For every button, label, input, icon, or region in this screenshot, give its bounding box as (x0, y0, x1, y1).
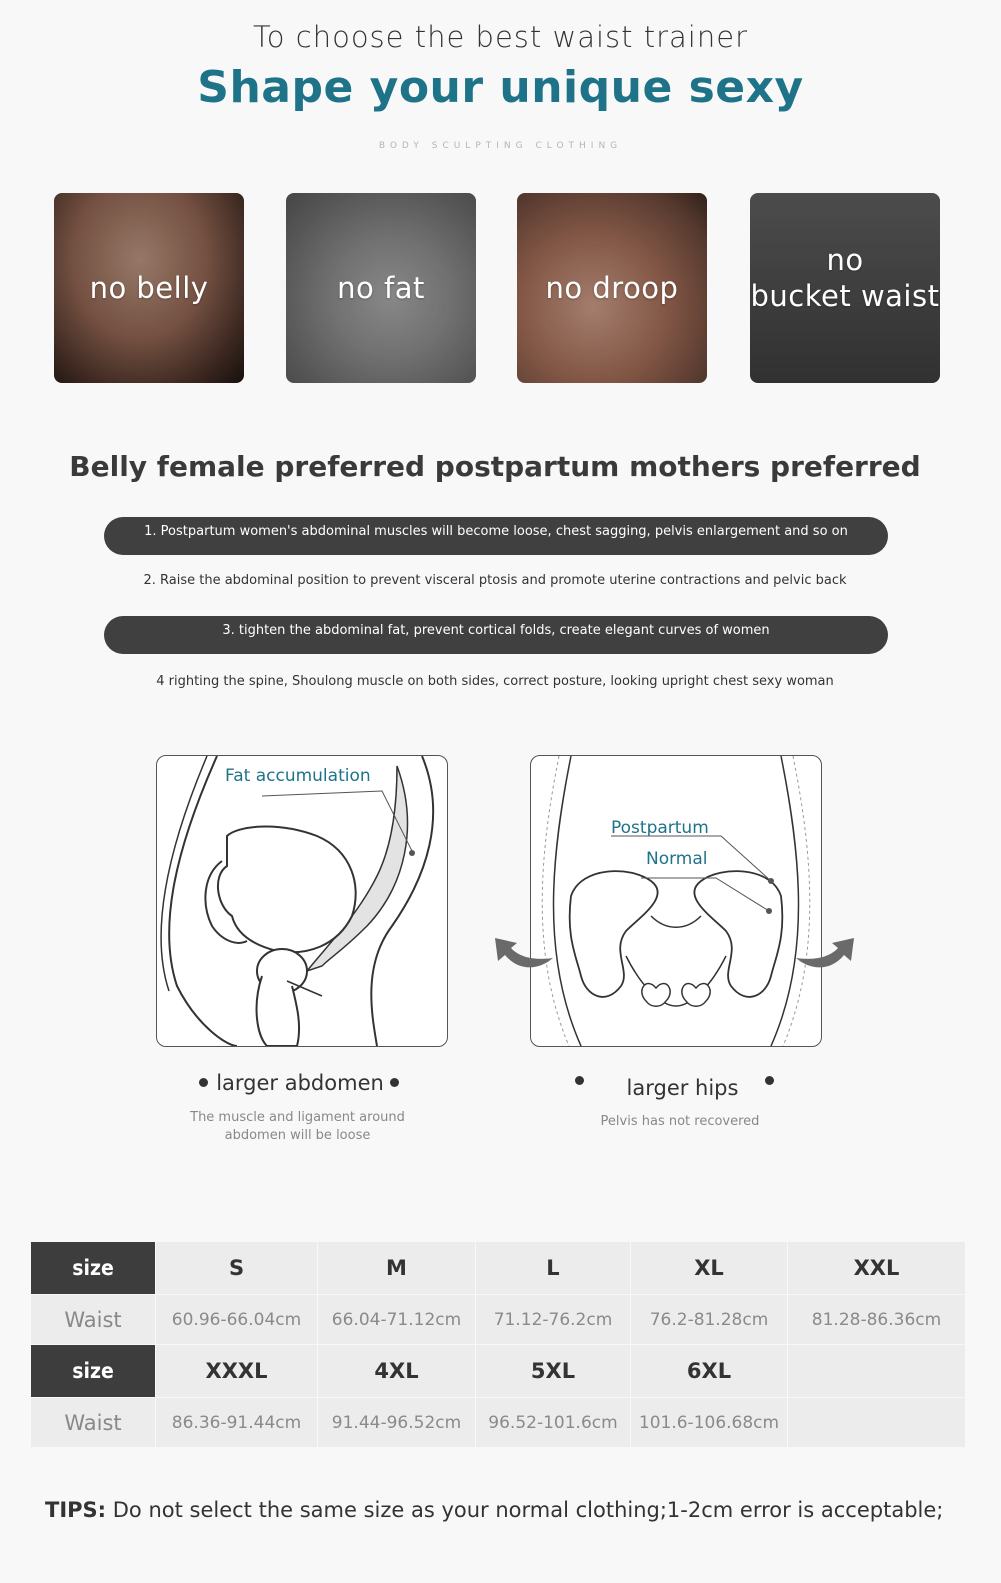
table-cell: M (318, 1242, 476, 1295)
pelvis-front-illustration (531, 756, 821, 1046)
table-row (31, 1398, 966, 1448)
table-cell: 91.44-96.52cm (318, 1398, 476, 1448)
desc-line-2: abdomen will be loose (224, 1128, 371, 1143)
table-row (31, 1242, 966, 1295)
card-no-belly (54, 193, 244, 383)
table-row (31, 1345, 966, 1398)
section-heading: Belly female preferred postpartum mothers preferred (69, 450, 921, 483)
card-label: no fat (337, 271, 425, 305)
annotation-normal: Normal (646, 849, 708, 869)
table-cell: 71.12-76.2cm (476, 1295, 631, 1345)
card-label (750, 242, 940, 314)
benefit-item-1: 1. Postpartum women's abdominal muscles will become loose, chest sagging, pelvis enlargement and so on (104, 517, 888, 555)
table-cell (788, 1345, 966, 1398)
bullet-dot (199, 1078, 208, 1087)
arrow-right-icon (794, 933, 856, 973)
table-cell: 86.36-91.44cm (156, 1398, 318, 1448)
card-label-line1: no (826, 243, 864, 277)
tips (45, 1498, 943, 1522)
card-no-droop (517, 193, 707, 383)
tips-text: Do not select the same size as your normal clothing;1-2cm error is acceptable; (112, 1498, 944, 1522)
tips-label: TIPS: (45, 1498, 107, 1522)
caption-abdomen-desc (170, 1109, 425, 1145)
sub-caption: BODY SCULPTING CLOTHING (378, 141, 623, 151)
table-cell: 6XL (631, 1345, 788, 1398)
page-title: Shape your unique sexy (197, 62, 804, 113)
table-cell: L (476, 1242, 631, 1295)
annotation-fat-accumulation: Fat accumulation (225, 766, 371, 786)
abdomen-diagram (156, 755, 448, 1047)
row-label: size (31, 1345, 156, 1398)
pelvis-side-illustration (157, 756, 447, 1046)
hips-diagram (530, 755, 822, 1047)
table-cell: 81.28-86.36cm (788, 1295, 966, 1345)
desc-line-1: The muscle and ligament around (190, 1110, 405, 1125)
pre-title: To choose the best waist trainer (253, 20, 748, 54)
row-label: Waist (31, 1295, 156, 1345)
size-table (30, 1241, 966, 1448)
table-cell: 96.52-101.6cm (476, 1398, 631, 1448)
row-label: size (31, 1242, 156, 1295)
table-cell: S (156, 1242, 318, 1295)
table-cell: XXL (788, 1242, 966, 1295)
card-label: no droop (545, 271, 679, 305)
caption-larger-abdomen: larger abdomen (216, 1071, 384, 1095)
card-label-line2: bucket waist (750, 279, 940, 313)
caption-larger-hips: larger hips (626, 1076, 739, 1100)
annotation-postpartum: Postpartum (611, 818, 709, 838)
table-cell: 76.2-81.28cm (631, 1295, 788, 1345)
caption-hips-desc: Pelvis has not recovered (600, 1114, 760, 1129)
table-cell: 4XL (318, 1345, 476, 1398)
bullet-dot (390, 1078, 399, 1087)
benefit-item-4: 4 righting the spine, Shoulong muscle on both sides, correct posture, looking upright chest sexy woman (156, 674, 834, 689)
card-label: no belly (89, 271, 209, 305)
table-cell: 60.96-66.04cm (156, 1295, 318, 1345)
row-label: Waist (31, 1398, 156, 1448)
table-cell: 101.6-106.68cm (631, 1398, 788, 1448)
card-no-fat (286, 193, 476, 383)
table-cell: 66.04-71.12cm (318, 1295, 476, 1345)
benefit-item-3: 3. tighten the abdominal fat, prevent cortical folds, create elegant curves of women (104, 616, 888, 654)
table-cell: XXXL (156, 1345, 318, 1398)
table-cell: XL (631, 1242, 788, 1295)
table-cell: 5XL (476, 1345, 631, 1398)
arrow-left-icon (493, 933, 555, 973)
table-cell (788, 1398, 966, 1448)
table-row (31, 1295, 966, 1345)
benefit-item-2: 2. Raise the abdominal position to prevent visceral ptosis and promote uterine contractions and pelvic back (143, 573, 847, 588)
bullet-dot (765, 1076, 774, 1085)
bullet-dot (575, 1076, 584, 1085)
card-no-bucket-waist (750, 193, 940, 383)
